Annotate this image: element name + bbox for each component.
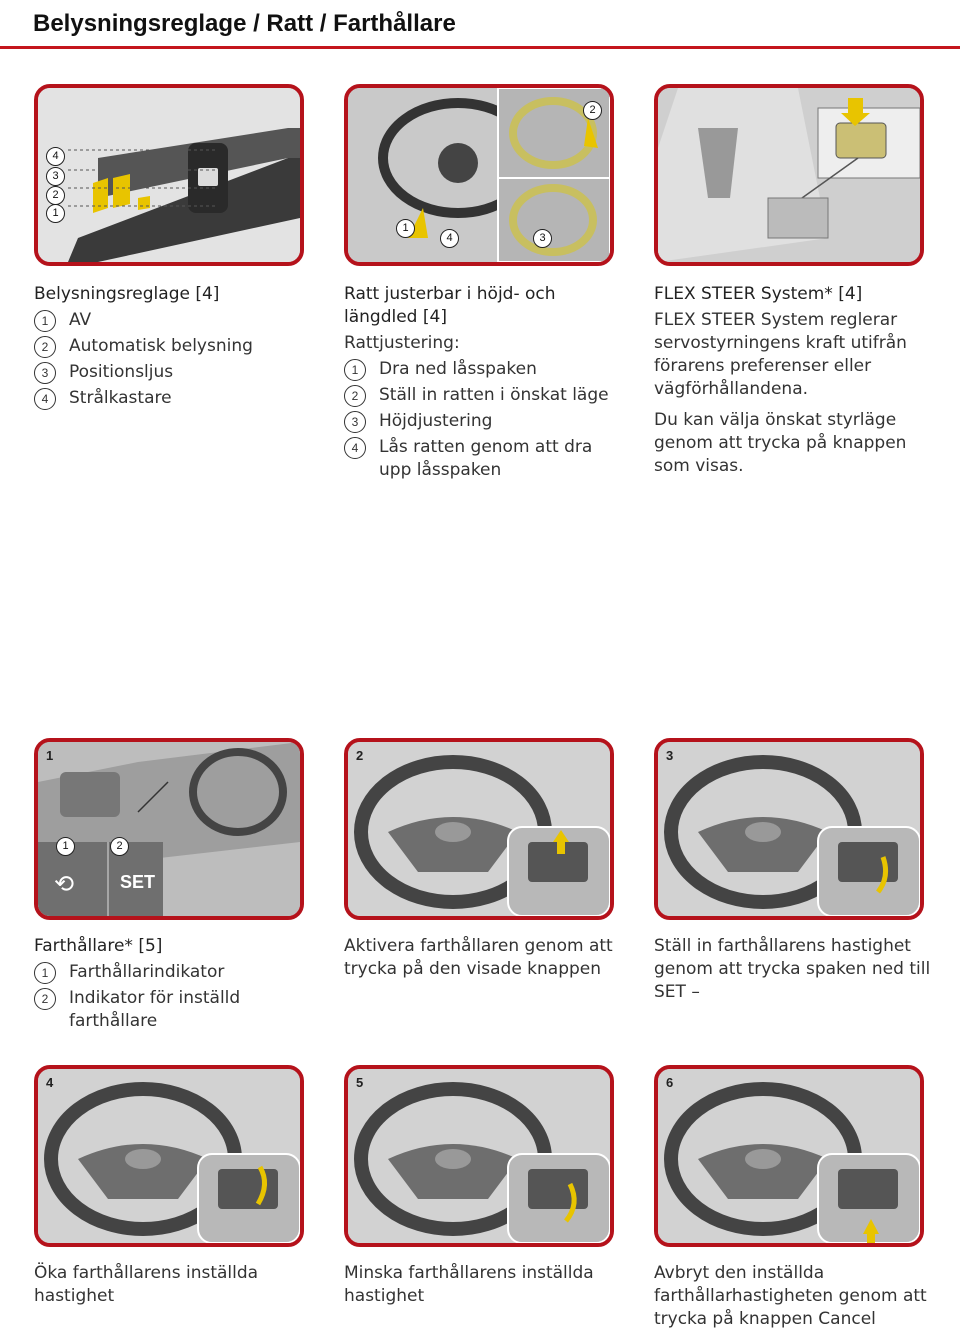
steering-wheel-illustration [348, 742, 610, 916]
panel-number: 6 [666, 1075, 674, 1090]
section-title: Ratt justerbar i höjd- och längdled [4] [344, 284, 556, 327]
panel-cruise-increase [34, 1065, 304, 1247]
section-subtitle: Rattjustering: [344, 333, 460, 353]
panel-flex-steer [654, 84, 924, 266]
callout-3: 3 [46, 164, 65, 186]
panel-number: 4 [46, 1075, 54, 1090]
callout-2: 2 [46, 183, 65, 205]
paragraph: FLEX STEER System reglerar servostyrningens kraft utifrån förarens preferenser eller vägförhållandena. [654, 310, 907, 399]
panel-number: 3 [666, 748, 674, 763]
section-title: Farthållare* [5] [34, 936, 163, 956]
panel-cruise-activate [344, 738, 614, 920]
section-title: FLEX STEER System* [4] [654, 284, 863, 304]
panel-cruise-decrease [344, 1065, 614, 1247]
caption-increase [34, 1262, 304, 1308]
header-rule [0, 46, 960, 49]
set-indicator: SET [120, 872, 156, 892]
panel-cruise-cancel [654, 1065, 924, 1247]
panel-number: 1 [46, 748, 54, 763]
callout-1: 1 [396, 216, 415, 238]
caption: Minska farthållarens inställda hastighet [344, 1263, 594, 1306]
flex-steer-illustration [658, 88, 920, 262]
list-item: 1 Dra ned låsspaken [344, 358, 629, 381]
list-item: 4 Lås ratten genom att dra upp låsspaken [344, 436, 629, 482]
steering-wheel-illustration [658, 742, 920, 916]
callout-1: 1 [46, 201, 65, 223]
callout-4: 4 [46, 144, 65, 166]
steering-adjust-illustration [348, 88, 610, 262]
light-switch-illustration [38, 88, 300, 262]
dashboard-illustration [38, 742, 300, 916]
callout-2: 2 [583, 98, 602, 120]
callout-1: 1 [56, 834, 75, 856]
section-steering-wheel [344, 283, 629, 482]
paragraph: Du kan välja önskat styrläge genom att trycka på knappen som visas. [654, 410, 907, 476]
list-item: 1 Farthållarindikator [34, 961, 324, 984]
steering-wheel-illustration [658, 1069, 920, 1243]
list-item: 2 Ställ in ratten i önskat läge [344, 384, 629, 407]
callout-4: 4 [440, 226, 459, 248]
panel-steering-adjust [344, 84, 614, 266]
section-cruise-set [654, 935, 934, 1004]
steering-wheel-illustration [38, 1069, 300, 1243]
caption: Avbryt den inställda farthållarhastigheten genom att trycka på knappen Cancel [654, 1263, 927, 1329]
callout-2: 2 [110, 834, 129, 856]
callout-3: 3 [533, 226, 552, 248]
section-title: Belysningsreglage [4] [34, 284, 220, 304]
caption-decrease [344, 1262, 614, 1308]
steering-wheel-illustration [348, 1069, 610, 1243]
list-item: 1 AV [34, 309, 324, 332]
section-cruise-activate [344, 935, 619, 981]
list-item: 2 Automatisk belysning [34, 335, 324, 358]
panel-cruise-indicator [34, 738, 304, 920]
list-item: 2 Indikator för inställd farthållare [34, 987, 324, 1033]
list-item: 3 Höjdjustering [344, 410, 629, 433]
section-flex-steer [654, 283, 934, 478]
page-header [0, 0, 960, 52]
cruise-icon: ⟲ [54, 870, 75, 898]
list-item: 3 Positionsljus [34, 361, 324, 384]
paragraph: Aktivera farthållaren genom att trycka på den visade knappen [344, 936, 613, 979]
panel-cruise-set [654, 738, 924, 920]
paragraph: Ställ in farthållarens hastighet genom att trycka spaken ned till SET – [654, 936, 931, 1002]
panel-number: 5 [356, 1075, 364, 1090]
section-lighting-controls [34, 283, 324, 410]
panel-light-switch [34, 84, 304, 266]
list-item: 4 Strålkastare [34, 387, 324, 410]
panel-number: 2 [356, 748, 364, 763]
caption-cancel [654, 1262, 934, 1331]
section-cruise-control [34, 935, 324, 1033]
page-title: Belysningsreglage / Ratt / Farthållare [33, 10, 456, 37]
caption: Öka farthållarens inställda hastighet [34, 1263, 259, 1306]
